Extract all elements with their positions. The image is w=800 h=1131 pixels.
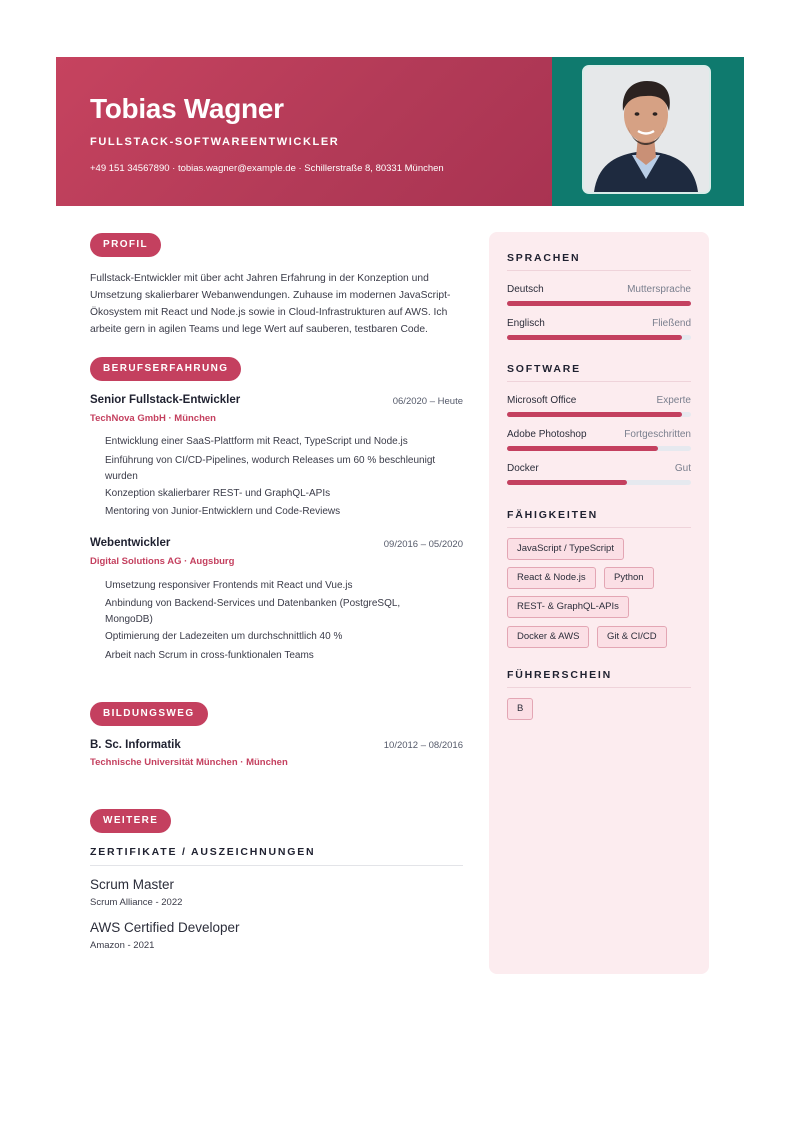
software-name: Docker (507, 463, 539, 474)
software-level: Experte (656, 395, 691, 406)
software-level-bar (507, 480, 691, 485)
language-item (507, 318, 691, 329)
language-level: Muttersprache (627, 284, 691, 295)
skill-tag: Git & CI/CD (597, 626, 667, 648)
level-bar-fill (507, 335, 682, 340)
level-bar-fill (507, 446, 658, 451)
software-heading: SOFTWARE (507, 363, 691, 382)
certificates-heading: ZERTIFIKATE / AUSZEICHNUNGEN (90, 846, 463, 866)
section-pill-more: WEITERE (90, 809, 171, 833)
skill-tag: JavaScript / TypeScript (507, 538, 624, 560)
job-date: 06/2020 – Heute (392, 396, 463, 407)
job-bullet: Konzeption skalierbarer REST- und GraphQL-APIs (105, 488, 331, 499)
level-bar-fill (507, 480, 627, 485)
software-level-bar (507, 412, 691, 417)
job-date: 09/2016 – 05/2020 (383, 539, 463, 550)
software-name: Adobe Photoshop (507, 429, 587, 440)
profile-line: Umsetzung skalierbarer Webanwendungen. Zuhause im modernen JavaScript- (90, 290, 451, 301)
job-company: Digital Solutions AG · Augsburg (90, 556, 235, 567)
job-bullet: Mentoring von Junior-Entwicklern und Code-Reviews (105, 506, 341, 517)
skill-tag: Python (604, 567, 654, 589)
profile-photo (582, 65, 711, 194)
job-bullet: Entwicklung einer SaaS-Plattform mit React, TypeScript und Node.js (105, 436, 408, 447)
software-level: Gut (674, 463, 691, 474)
language-name: Deutsch (507, 284, 544, 295)
section-pill-education: BILDUNGSWEG (90, 702, 208, 726)
job-bullet: Einführung von CI/CD-Pipelines, wodurch Releases um 60 % beschleunigt (105, 455, 436, 466)
software-level: Fortgeschritten (624, 429, 691, 440)
job-bullet: Arbeit nach Scrum in cross-funktionalen Teams (105, 650, 314, 661)
profile-line: arbeite gern in agilen Teams und lege Wert auf sauberen, testbaren Code. (90, 324, 428, 335)
level-bar-fill (507, 301, 691, 306)
skill-tag: Docker & AWS (507, 626, 589, 648)
contact-line: +49 151 34567890 · tobias.wagner@example.de · Schillerstraße 8, 80331 München (90, 163, 444, 174)
education-degree: B. Sc. Informatik (90, 739, 181, 751)
cert-issuer: Amazon - 2021 (90, 940, 155, 951)
license-tag: B (507, 698, 533, 720)
language-name: Englisch (507, 318, 545, 329)
profile-line: Fullstack-Entwickler mit über acht Jahren Erfahrung in der Konzeption und (90, 273, 429, 284)
header-main-panel (56, 57, 552, 206)
job-bullet: Optimierung der Ladezeiten um durchschnittlich 40 % (105, 631, 343, 642)
candidate-name: Tobias Wagner (90, 93, 284, 124)
job-bullet: Umsetzung responsiver Frontends mit React und Vue.js (105, 580, 353, 591)
level-bar-fill (507, 412, 682, 417)
education-school: Technische Universität München · München (90, 757, 288, 768)
skill-tag: React & Node.js (507, 567, 596, 589)
software-item (507, 429, 691, 440)
cert-issuer: Scrum Alliance - 2022 (90, 897, 183, 908)
job-bullet: Anbindung von Backend-Services und Datenbanken (PostgreSQL, (105, 598, 401, 609)
skill-tag: REST- & GraphQL-APIs (507, 596, 629, 618)
job-title: Senior Fullstack-Entwickler (90, 394, 241, 406)
cert-name: Scrum Master (90, 877, 175, 892)
job-bullet: MongoDB) (105, 614, 153, 625)
section-pill-profile: PROFIL (90, 233, 161, 257)
cert-name: AWS Certified Developer (90, 920, 240, 935)
language-level-bar (507, 335, 691, 340)
job-title: Webentwickler (90, 537, 171, 549)
languages-heading: SPRACHEN (507, 252, 691, 271)
language-item (507, 284, 691, 295)
job-title: FULLSTACK-SOFTWAREENTWICKLER (90, 136, 340, 148)
software-name: Microsoft Office (507, 395, 577, 406)
language-level-bar (507, 301, 691, 306)
software-item (507, 395, 691, 406)
education-date: 10/2012 – 08/2016 (383, 740, 463, 751)
job-company: TechNova GmbH · München (90, 413, 216, 424)
license-heading: FÜHRERSCHEIN (507, 669, 691, 688)
software-item (507, 463, 691, 474)
section-pill-experience: BERUFSERFAHRUNG (90, 357, 241, 381)
software-level-bar (507, 446, 691, 451)
profile-line: Ökosystem mit React und Node.js sowie in Cloud-Infrastrukturen auf AWS. Ich (90, 307, 448, 318)
header (56, 57, 744, 206)
skills-heading: FÄHIGKEITEN (507, 509, 691, 528)
job-bullet: wurden (105, 471, 138, 482)
language-level: Fließend (652, 318, 691, 329)
profile-text (90, 270, 465, 338)
